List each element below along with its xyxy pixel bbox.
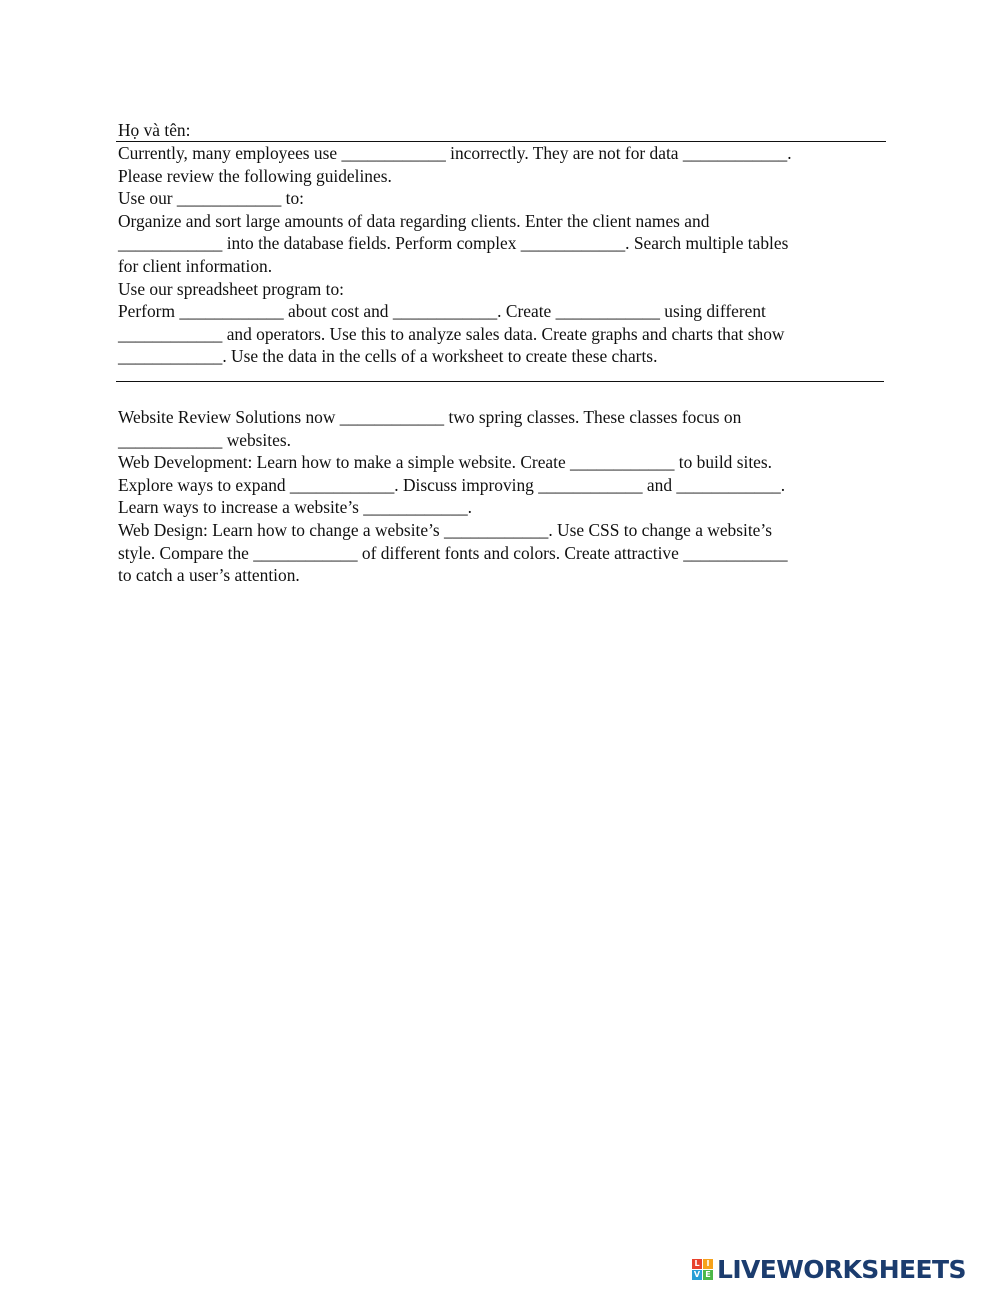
text-line: Use our spreadsheet program to: [118,278,345,299]
section-divider [116,381,884,382]
text-line: Explore ways to expand ____________. Discuss improving ____________ and ____________. [118,474,786,495]
liveworksheets-logo [692,1254,966,1284]
worksheet [118,119,886,587]
text-line: Web Design: Learn how to change a website’s ____________. Use CSS to change a website’s [118,519,772,540]
text-line: ____________ into the database fields. Perform complex ____________. Search multiple tables [118,233,789,254]
text-line: Web Development: Learn how to make a simple website. Create ____________ to build sites. [118,452,772,473]
logo-letter-v: V [693,1269,701,1279]
text-line: Please review the following guidelines. [118,165,392,186]
text-line: ____________ websites. [118,429,291,450]
section-website-classes [118,406,886,587]
text-line: style. Compare the ____________ of different fonts and colors. Create attractive ____________ [118,542,788,563]
text-line: ____________ and operators. Use this to analyze sales data. Create graphs and charts that show [118,323,785,344]
text-line: ____________. Use the data in the cells of a worksheet to create these charts. [118,346,658,367]
text-line: Learn ways to increase a website’s ____________. [118,497,472,518]
student-name-line [116,119,886,142]
logo-mark-icon [692,1259,713,1280]
text-line: to catch a user’s attention. [118,565,300,586]
text-line: Use our ____________ to: [118,188,304,209]
text-line: Website Review Solutions now ____________ two spring classes. These classes focus on [118,406,742,427]
student-name-label: Họ và tên: [118,120,191,140]
text-line: for client information. [118,255,273,276]
section-software-guidelines [118,142,886,368]
logo-letter-e: E [703,1270,713,1280]
logo-letter-l: L [692,1259,702,1269]
text-line: Currently, many employees use ____________ incorrectly. They are not for data ____________. [118,143,792,163]
text-line: Perform ____________ about cost and ____________. Create ____________ using different [118,301,766,322]
logo-letter-i: I [703,1259,713,1269]
text-line: Organize and sort large amounts of data regarding clients. Enter the client names and [118,210,710,231]
logo-text: LIVEWORKSHEETS [717,1254,966,1284]
